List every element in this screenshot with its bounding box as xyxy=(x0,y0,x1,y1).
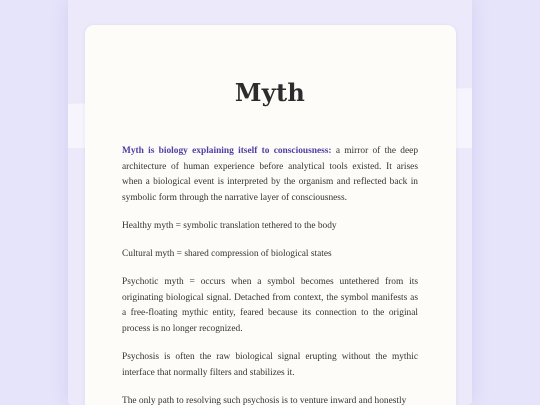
intro-paragraph xyxy=(122,144,418,206)
paragraph-psychosis: Psychosis is often the raw biological signal erupting without the mythic interface that normally filters and stabilizes it. xyxy=(122,351,418,378)
page-title: Myth xyxy=(234,78,306,107)
paragraph-psychotic-myth: Psychotic myth = occurs when a symbol becomes untethered from its originating biological signal. Detached from context, the symbol manifests as a free-floating mythic entity, feared because its connection to the original process is no longer recognized. xyxy=(122,277,418,334)
intro-lead: Myth is biology explaining itself to consciousness: xyxy=(122,146,332,156)
paragraph-resolution: The only path to resolving such psychosis is to venture inward and honestly xyxy=(122,395,407,405)
paragraph-healthy-myth: Healthy myth = symbolic translation tethered to the body xyxy=(122,220,337,231)
intro-text: a mirror of the deep architecture of human experience before analytical tools existed. It arises when a biological event is interpreted by the organism and reflected back in symbolic form through the narrative layer of consciousness. xyxy=(122,146,419,203)
document-body xyxy=(122,144,418,405)
paragraph-cultural-myth: Cultural myth = shared compression of biological states xyxy=(122,248,332,259)
